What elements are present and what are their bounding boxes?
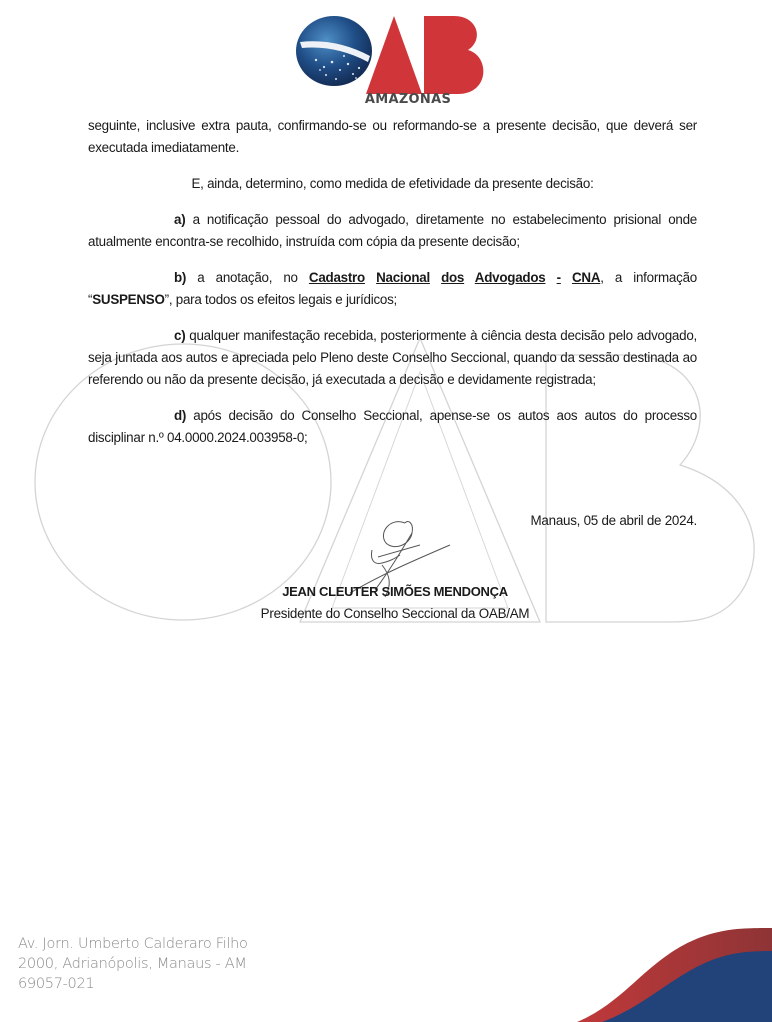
item-b (88, 267, 697, 311)
item-a-label: a) (174, 212, 186, 227)
footer-address (18, 934, 248, 994)
item-a-text: a notificação pessoal do advogado, diretamente no estabelecimento prisional onde atualmente encontra-se recolhido, instruída com cópia da presente decisão; (88, 212, 697, 249)
cna-word-3: dos (441, 270, 465, 285)
date-line: Manaus, 05 de abril de 2024. (530, 513, 697, 528)
item-d (88, 405, 697, 449)
address-line-3: 69057-021 (18, 976, 95, 992)
logo-letter-a (366, 16, 422, 94)
item-b-label: b) (174, 270, 187, 285)
cna-acronym: CNA (572, 270, 601, 285)
cna-word-1: Cadastro (308, 270, 365, 285)
cna-dash: - (556, 270, 561, 285)
address-line-1: Av. Jorn. Umberto Calderaro Filho (18, 936, 248, 952)
document-body (88, 115, 697, 449)
cna-word-2: Nacional (376, 270, 430, 285)
item-b-text-middle: , a informação “ (88, 270, 697, 307)
address-line-2: 2000, Adrianópolis, Manaus - AM (18, 956, 247, 972)
item-c-text: qualquer manifestação recebida, posteriormente à ciência desta decisão pelo advogado, seja juntada aos autos e apreciada pelo Pleno deste Conselho Seccional, quando da sessão destinada ao referendo ou não da presente decisão, já executada a decisão e devidamente registrada; (88, 328, 697, 387)
item-b-text-after: ”, para todos os efeitos legais e jurídicos; (164, 292, 398, 307)
logo-letter-b (424, 16, 483, 94)
item-d-label: d) (174, 408, 187, 423)
footer-wave-decoration (557, 917, 772, 1022)
oab-amazonas-logo (296, 12, 490, 110)
item-b-text-before: a anotação, no (186, 270, 309, 285)
item-c (88, 325, 697, 391)
cna-word-4: Advogados (474, 270, 546, 285)
item-c-label: c) (174, 328, 186, 343)
logo-caption: AMAZONAS (364, 92, 452, 107)
signatory-role: Presidente do Conselho Seccional da OAB/AM (260, 606, 530, 621)
paragraph-intro: E, ainda, determino, como medida de efetividade da presente decisão: (191, 176, 594, 191)
item-d-text: após decisão do Conselho Seccional, apense-se os autos aos autos do processo disciplinar n.º 04.0000.2024.003958-0; (88, 408, 697, 445)
globe-icon (296, 16, 372, 86)
oab-logo-graphic (296, 12, 490, 94)
status-suspenso: SUSPENSO (92, 292, 165, 307)
item-a (88, 209, 697, 253)
signatory-name: JEAN CLEUTER SIMÕES MENDONÇA (282, 584, 508, 599)
paragraph-continuation: seguinte, inclusive extra pauta, confirmando-se ou reformando-se a presente decisão, que deverá ser executada imediatamente. (88, 118, 697, 155)
cna-reference (309, 270, 600, 285)
